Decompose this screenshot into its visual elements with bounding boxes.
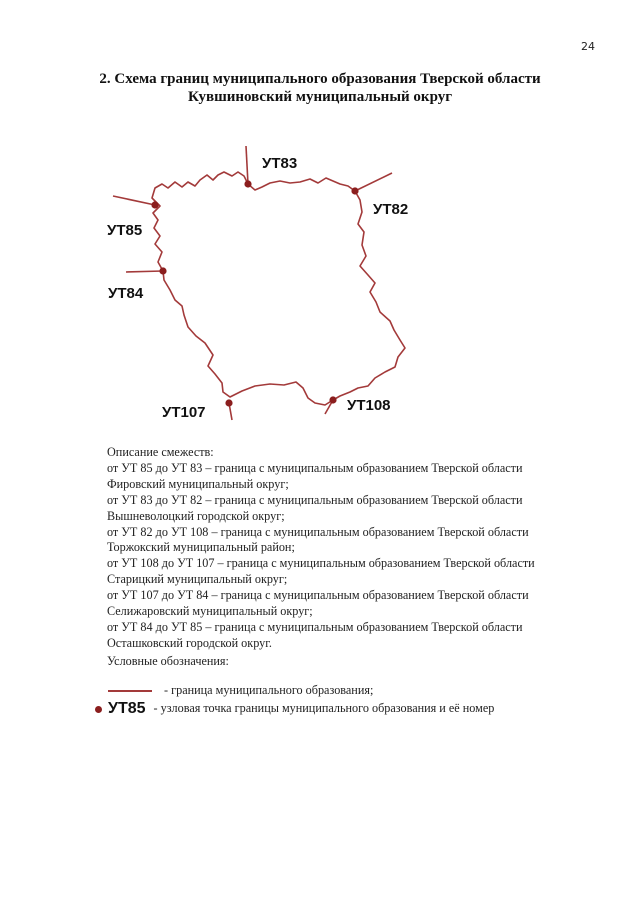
legend-line-symbol — [108, 690, 152, 692]
legend-node-code: УТ85 — [108, 700, 146, 717]
description-line: от УТ 83 до УТ 82 – граница с муниципальным образованием Тверской области — [107, 492, 523, 507]
node-point-ut107 — [225, 399, 232, 406]
description-line: от УТ 84 до УТ 85 – граница с муниципальным образованием Тверской области — [107, 619, 523, 634]
spoke-ut83 — [246, 146, 248, 184]
legend-boundary-row — [95, 683, 373, 698]
description-line: от УТ 85 до УТ 83 – граница с муниципальным образованием Тверской области — [107, 460, 523, 475]
node-point-ut82 — [351, 187, 358, 194]
node-point-ut85 — [151, 201, 158, 208]
legend-heading: Условные обозначения: — [107, 654, 229, 668]
legend-node-dot — [95, 706, 102, 713]
description-line: Фировский муниципальный округ; — [107, 476, 289, 491]
node-label-ut83: УТ83 — [262, 155, 298, 172]
node-label-ut82: УТ82 — [373, 201, 409, 218]
node-point-ut108 — [329, 396, 336, 403]
node-point-ut84 — [159, 267, 166, 274]
description-line: Селижаровский муниципальный округ; — [107, 604, 313, 619]
description-heading: Описание смежеств: — [107, 445, 214, 459]
node-label-ut107: УТ107 — [162, 404, 206, 421]
page-number: 24 — [581, 40, 595, 53]
spoke-ut84 — [126, 271, 163, 272]
description-line: от УТ 82 до УТ 108 – граница с муниципальным образованием Тверской области — [107, 524, 529, 539]
page-title: 2. Схема границ муниципального образования Тверской области — [99, 71, 541, 87]
description-line: от УТ 108 до УТ 107 – граница с муниципальным образованием Тверской области — [107, 556, 535, 571]
municipal-boundary — [152, 172, 405, 405]
spoke-ut82 — [355, 173, 392, 191]
legend-node-text: - узловая точка границы муниципального образования и её номер — [153, 700, 495, 715]
node-label-ut85: УТ85 — [107, 222, 143, 239]
description-line: Вышневолоцкий городской округ; — [107, 508, 285, 523]
description-line: Старицкий муниципальный округ; — [107, 572, 288, 587]
node-label-ut108: УТ108 — [347, 397, 391, 414]
legend-line-text: - граница муниципального образования; — [164, 683, 374, 697]
description-line: от УТ 107 до УТ 84 – граница с муниципальным образованием Тверской области — [107, 588, 529, 603]
legend-node-row — [95, 700, 494, 718]
adjacency-description — [107, 445, 587, 652]
description-line: Осташковский городской округ. — [107, 635, 272, 650]
node-point-ut83 — [244, 180, 251, 187]
spoke-ut85 — [113, 196, 155, 205]
description-line: Торжокский муниципальный район; — [107, 540, 295, 555]
node-label-ut84: УТ84 — [108, 285, 144, 302]
page-subtitle: Кувшиновский муниципальный округ — [187, 89, 453, 105]
